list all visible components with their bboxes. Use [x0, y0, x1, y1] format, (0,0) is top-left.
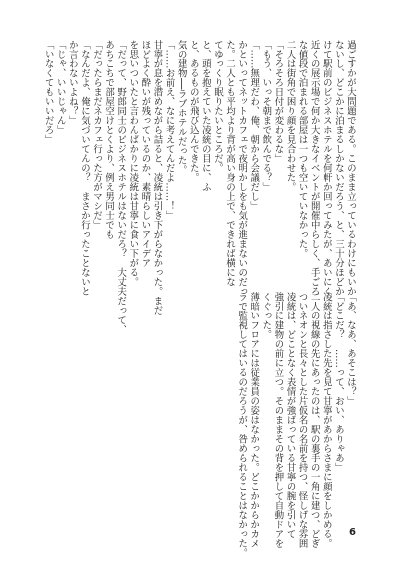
text-line: を思いついたと言わんばかりに凌統は甘寧に食い下がる。	[127, 40, 139, 287]
lower-text-block	[52, 292, 356, 558]
text-line: 「もう、いっそ朝まで飲んでる？」	[260, 40, 272, 192]
page-number: 6	[349, 527, 356, 538]
text-line: と、頭を抱えていた凌統の目に、ふ	[199, 40, 211, 192]
text-line: ついネオンと長々とした片仮名の名前を持つ、怪しげな雰囲	[296, 292, 308, 549]
text-line: た。二人とも平均より背が高い身の上で、できれば横にな	[224, 40, 236, 287]
text-line: 薄暗いフロアには従業員の姿はなかった。どこかからかカメ	[248, 292, 260, 549]
text-line: 凌統は指さした先を見て甘寧があからさまに顔をしかめる。	[320, 292, 332, 549]
text-line: 「なんだよ、俺に気づいてんの？ まさか行ったことないと	[78, 40, 90, 297]
text-line: 「……無理だわ、俺、朝から会議だし」	[248, 40, 260, 211]
text-line: 「どこだ？ ……って、おい、ありゃあ」	[332, 292, 344, 473]
text-line: てゆっくり眠りたいところだ。	[211, 40, 223, 173]
text-line: 「だったらまだネカフェ行った方がマシだ」	[91, 40, 103, 230]
text-line: ラで監視してはいるのだろうが、咎められることはなかった。	[236, 292, 248, 558]
text-line: 強引に建物の前に立つ。そのままその背を押して自動ドアを	[272, 292, 284, 549]
text-line: 近くの展示場で何か大きなイベントが開催中らしく、手ごろ	[308, 40, 320, 297]
text-line: か言わないよね？」	[66, 40, 78, 126]
text-line: 「あ、なあ、あそこは？」	[345, 292, 356, 406]
text-line: と、あるものが飛び込んできた。	[187, 40, 199, 183]
text-line: 二人の視線の先にあったのは、駅の裏手の一角に建つ、どぎ	[308, 292, 320, 549]
text-line: ないし、どこかに泊まるしかないだろう、と、三十分ほどか	[332, 40, 344, 297]
text-line: 「……お前え、なに考えてんだよ……！」	[163, 40, 175, 221]
text-line: 甘寧が息を潜めながら詰ると、凌統は引き下がらなかった。まだ	[151, 40, 163, 316]
text-line: 「いなくてもいいだろ」	[42, 40, 54, 145]
text-line: かといってネットカフェで夜明かしをも気が進まないのだっ	[236, 40, 248, 297]
text-line: くぐった。	[260, 292, 272, 340]
text-line: 気の建物──ラブホテルだった。	[175, 40, 187, 175]
text-line: 「そろそろ日付が変わるな」	[272, 40, 284, 164]
text-line: あちこちで部屋空けとくより、例え男同士でも	[103, 40, 115, 240]
text-line: 二人は街角で困り顔を見合わせた。	[284, 40, 296, 192]
text-line: ほどよく酔いが残っているのか、素晴らしいアイデア	[139, 40, 151, 268]
text-line: な値段で泊まれる部屋は一つも空いていなかった。	[296, 40, 308, 259]
text-line: けて駅前のビジネスホテルを何軒か回ってみたが、あいにく	[320, 40, 332, 297]
text-line: 「だって、野郎同士のビジネスホテルはないだろ？ 大丈夫だって、	[115, 40, 127, 335]
text-line: 「じゃ、いいじゃん」	[54, 40, 66, 135]
text-line: 凌統は、どことなく表情が強ばっている甘寧の腕を引いて	[284, 292, 296, 539]
text-line: 過ごすかが大問題である。このまま立っているわけにもいか	[345, 40, 356, 297]
